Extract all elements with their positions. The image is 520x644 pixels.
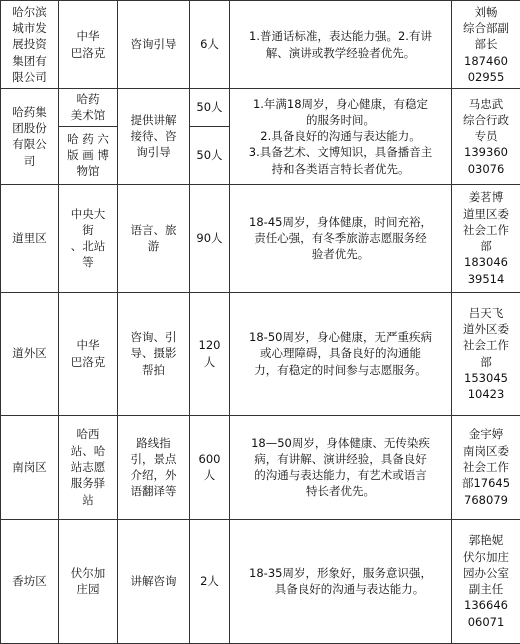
requirements-cell: 18-50周岁，身心健康，无严重疾病 或心理障碍，具备良好的沟通能 力，有稳定的时间参与志愿服务。 — [230, 292, 452, 415]
table-row — [1, 1, 520, 89]
unit-cell: 香坊区 — [1, 519, 59, 643]
requirements-cell: 18-45周岁，身体健康，时间充裕， 责任心强，有冬季旅游志愿服务经 验者优先。 — [230, 184, 452, 292]
service-cell: 语言、旅 游 — [118, 184, 190, 292]
count-cell: 50人 — [190, 89, 230, 127]
requirements-cell: 1.普通话标准，表达能力强。2.有讲 解、演讲或教学经验者优先。 — [230, 1, 452, 89]
contact-cell: 金宇婷 南岗区委 社会工作 部17645 768079 — [452, 415, 520, 519]
location-cell: 伏尔加 庄园 — [59, 519, 118, 643]
service-cell: 咨询、引 导、摄影 帮拍 — [118, 292, 190, 415]
unit-cell: 道外区 — [1, 292, 59, 415]
location-cell: 哈药 美术馆 — [59, 89, 118, 127]
table-row — [1, 89, 520, 127]
service-cell: 讲解咨询 — [118, 519, 190, 643]
table-row — [1, 184, 520, 292]
count-cell: 6人 — [190, 1, 230, 89]
contact-cell: 郭艳妮 伏尔加庄 园办公室 副主任 136646 06071 — [452, 519, 520, 643]
location-cell: 中华 巴洛克 — [59, 292, 118, 415]
count-cell: 90人 — [190, 184, 230, 292]
unit-cell: 哈尔滨 城市发 展投资 集团有 限公司 — [1, 1, 59, 89]
requirements-cell: 18-35周岁，形象好，服务意识强， 具备良好的沟通与表达能力。 — [230, 519, 452, 643]
location-cell: 哈 药 六 版 画 博 物馆 — [59, 126, 118, 184]
count-cell: 2人 — [190, 519, 230, 643]
location-cell: 中华 巴洛克 — [59, 1, 118, 89]
contact-cell: 刘畅 综合部副 部长 187460 02955 — [452, 1, 520, 89]
contact-cell: 吕天飞 道外区委 社会工作 部 153045 10423 — [452, 292, 520, 415]
unit-cell: 哈药集 团股份 有限公 司 — [1, 89, 59, 185]
location-cell: 中央大 街 、北站 等 — [59, 184, 118, 292]
table-row — [1, 519, 520, 643]
unit-cell: 道里区 — [1, 184, 59, 292]
contact-cell: 姜茗博 道里区委 社会工作 部 183046 39514 — [452, 184, 520, 292]
table-row — [1, 415, 520, 519]
table-row — [1, 292, 520, 415]
count-cell: 600人 — [190, 415, 230, 519]
contact-cell: 马忠武 综合行政 专员 139360 03076 — [452, 89, 520, 185]
count-cell: 120人 — [190, 292, 230, 415]
location-cell: 哈西 站、哈 站志愿 服务驿 站 — [59, 415, 118, 519]
service-cell: 提供讲解 接待、咨 询引导 — [118, 89, 190, 185]
unit-cell: 南岗区 — [1, 415, 59, 519]
requirements-cell: 1.年满18周岁，身心健康，有稳定 的服务时间。 2.具备良好的沟通与表达能力。 3.具备艺术、文博知识，具备播音主 持和各类语言特长者优先。 — [230, 89, 452, 185]
service-cell: 路线指 引，景点 介绍，外 语翻译等 — [118, 415, 190, 519]
requirements-cell: 18—50周岁，身体健康、无传染疾 病，有讲解、演讲经验，具备良好 的沟通与表达能力，有艺术或语言 特长者优先。 — [230, 415, 452, 519]
count-cell: 50人 — [190, 126, 230, 184]
service-cell: 咨询引导 — [118, 1, 190, 89]
